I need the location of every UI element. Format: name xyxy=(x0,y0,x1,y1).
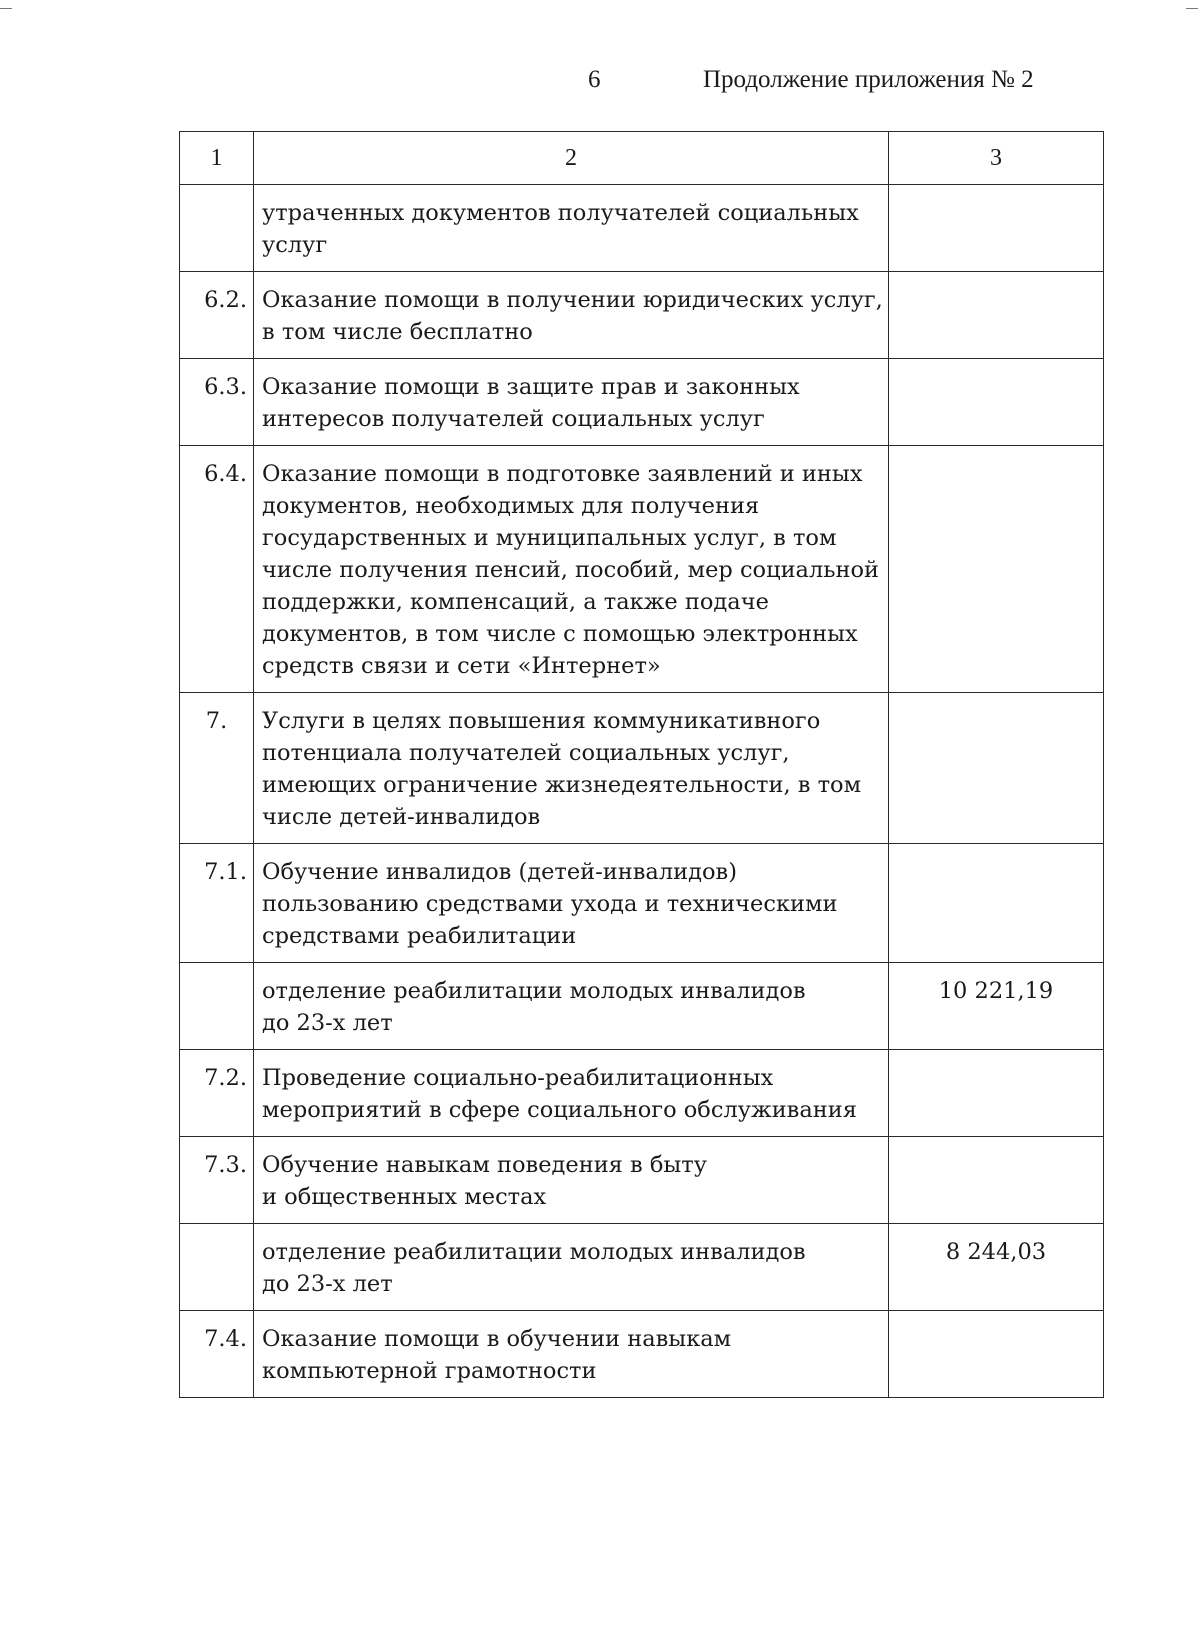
table-row xyxy=(180,844,1104,963)
row-number: 7. xyxy=(180,693,254,844)
scan-edge-mark-right xyxy=(1186,8,1198,9)
description-line: документов, необходимых для получения xyxy=(262,493,760,519)
description-line: государственных и муниципальных услуг, в том xyxy=(262,525,837,551)
tariff-value: 10 221,19 xyxy=(889,963,1104,1050)
service-description xyxy=(254,1137,889,1224)
description-line: Оказание помощи в обучении навыкам xyxy=(262,1326,732,1352)
table-row xyxy=(180,1050,1104,1137)
continuation-caption: Продолжение приложения № 2 xyxy=(703,66,1034,93)
description-line: мероприятий в сфере социального обслуживания xyxy=(262,1097,857,1123)
row-number: 6.3. xyxy=(180,359,254,446)
tariff-value xyxy=(889,185,1104,272)
tariff-value xyxy=(889,693,1104,844)
table-header-row xyxy=(180,132,1104,185)
table-row xyxy=(180,359,1104,446)
description-line: до 23-х лет xyxy=(262,1271,393,1297)
tariff-value xyxy=(889,272,1104,359)
row-number xyxy=(180,963,254,1050)
table-row xyxy=(180,446,1104,693)
description-line: до 23-х лет xyxy=(262,1010,393,1036)
description-line: компьютерной грамотности xyxy=(262,1358,597,1384)
description-line: услуг xyxy=(262,232,328,258)
table-row xyxy=(180,963,1104,1050)
service-description xyxy=(254,1050,889,1137)
service-description xyxy=(254,359,889,446)
description-line: средств связи и сети «Интернет» xyxy=(262,653,661,679)
service-description xyxy=(254,963,889,1050)
row-number: 6.2. xyxy=(180,272,254,359)
description-line: Обучение навыкам поведения в быту xyxy=(262,1152,707,1178)
service-description xyxy=(254,185,889,272)
row-number: 7.3. xyxy=(180,1137,254,1224)
description-line: числе получения пенсий, пособий, мер социальной xyxy=(262,557,880,583)
description-line: потенциала получателей социальных услуг, xyxy=(262,740,790,766)
table-row xyxy=(180,1224,1104,1311)
row-number xyxy=(180,1224,254,1311)
description-line: поддержки, компенсаций, а также подаче xyxy=(262,589,769,615)
row-number: 7.2. xyxy=(180,1050,254,1137)
column-header-3: 3 xyxy=(889,132,1104,185)
description-line: в том числе бесплатно xyxy=(262,319,533,345)
description-line: числе детей-инвалидов xyxy=(262,804,541,830)
description-line: отделение реабилитации молодых инвалидов xyxy=(262,1239,806,1265)
description-line: и общественных местах xyxy=(262,1184,547,1210)
tariff-value xyxy=(889,359,1104,446)
description-line: Обучение инвалидов (детей-инвалидов) xyxy=(262,859,737,885)
column-header-1: 1 xyxy=(180,132,254,185)
table-row xyxy=(180,185,1104,272)
description-line: пользованию средствами ухода и техническими xyxy=(262,891,838,917)
table-row xyxy=(180,693,1104,844)
service-description xyxy=(254,446,889,693)
description-line: Оказание помощи в подготовке заявлений и иных xyxy=(262,461,863,487)
page-number: 6 xyxy=(588,66,601,93)
tariff-value xyxy=(889,1137,1104,1224)
description-line: документов, в том числе с помощью электронных xyxy=(262,621,858,647)
row-number: 6.4. xyxy=(180,446,254,693)
tariff-value xyxy=(889,1311,1104,1398)
row-number: 7.1. xyxy=(180,844,254,963)
tariff-value: 8 244,03 xyxy=(889,1224,1104,1311)
description-line: отделение реабилитации молодых инвалидов xyxy=(262,978,806,1004)
description-line: средствами реабилитации xyxy=(262,923,577,949)
tariff-value xyxy=(889,446,1104,693)
description-line: интересов получателей социальных услуг xyxy=(262,406,765,432)
column-header-2: 2 xyxy=(254,132,889,185)
description-line: утраченных документов получателей социальных xyxy=(262,200,859,226)
row-number xyxy=(180,185,254,272)
description-line: Оказание помощи в получении юридических услуг, xyxy=(262,287,883,313)
tariff-table xyxy=(179,131,1104,1398)
service-description xyxy=(254,693,889,844)
scan-edge-mark-left xyxy=(0,8,12,9)
tariff-value xyxy=(889,1050,1104,1137)
table-row xyxy=(180,1137,1104,1224)
tariff-value xyxy=(889,844,1104,963)
service-description xyxy=(254,272,889,359)
row-number: 7.4. xyxy=(180,1311,254,1398)
table-row xyxy=(180,1311,1104,1398)
description-line: Оказание помощи в защите прав и законных xyxy=(262,374,800,400)
description-line: Проведение социально-реабилитационных xyxy=(262,1065,774,1091)
description-line: имеющих ограничение жизнедеятельности, в том xyxy=(262,772,862,798)
service-description xyxy=(254,844,889,963)
description-line: Услуги в целях повышения коммуникативного xyxy=(262,708,821,734)
service-description xyxy=(254,1224,889,1311)
service-description xyxy=(254,1311,889,1398)
table-row xyxy=(180,272,1104,359)
